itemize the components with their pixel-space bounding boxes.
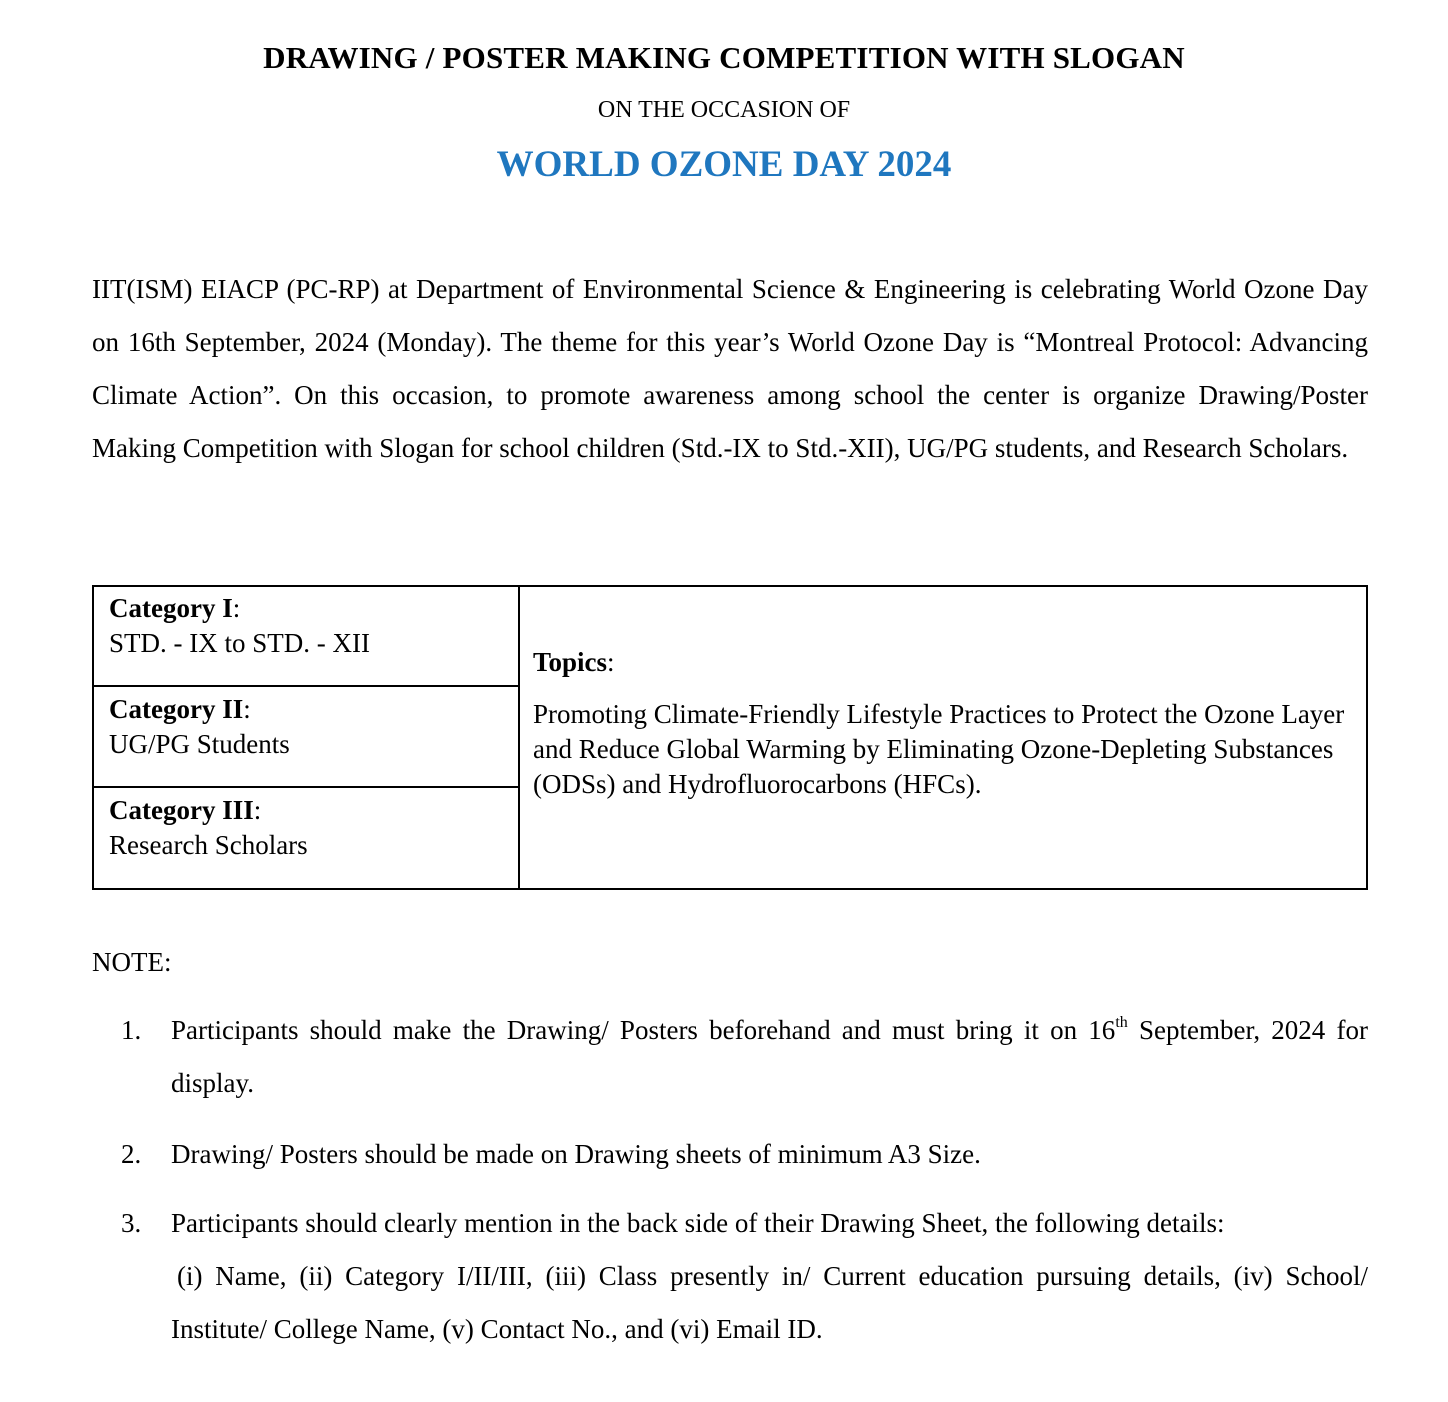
category-table bbox=[92, 585, 1368, 890]
topics-colon: : bbox=[607, 647, 615, 677]
note-text: Drawing/ Posters should be made on Drawing sheets of minimum A3 Size. bbox=[171, 1139, 981, 1169]
note-text bbox=[171, 1004, 1368, 1110]
category-description: UG/PG Students bbox=[109, 729, 290, 759]
topics-heading bbox=[533, 645, 615, 680]
category-cell-2 bbox=[94, 688, 518, 788]
intro-paragraph: IIT(ISM) EIACP (PC-RP) at Department of Environmental Science & Engineering is celebrating World Ozone Day on 16th September, 2024 (Monday). The theme for this year’s World Ozone Day is “Montreal Protocol: Advancing Climate Action”. On this occasion, to promote awareness among school the center is organize Drawing/Poster Making Competition with Slogan for school children (Std.-IX to Std.-XII), UG/PG students, and Research Scholars. bbox=[92, 274, 1368, 463]
topics-cell bbox=[520, 587, 1366, 888]
topics-text: Promoting Climate-Friendly Lifestyle Practices to Protect the Ozone Layer and Reduce Global Warming by Eliminating Ozone-Depleting Substances (ODSs) and Hydrofluorocarbons (HFCs). bbox=[533, 699, 1345, 799]
category-colon: : bbox=[232, 593, 241, 623]
note-number: 1. bbox=[121, 1015, 142, 1045]
category-title: Category III bbox=[109, 795, 254, 825]
category-cell-3 bbox=[94, 789, 518, 889]
ordinal-superscript: th bbox=[1115, 1014, 1128, 1031]
note-number: 3. bbox=[121, 1208, 142, 1238]
category-colon: : bbox=[243, 694, 251, 724]
topics-label: Topics bbox=[533, 647, 608, 677]
category-title: Category II bbox=[109, 694, 244, 724]
category-colon: : bbox=[253, 795, 262, 825]
document-subtitle: ON THE OCCASION OF bbox=[597, 97, 851, 123]
document-title: DRAWING / POSTER MAKING COMPETITION WITH SLOGAN bbox=[263, 40, 1185, 75]
category-cell-1 bbox=[94, 587, 518, 687]
note-heading: NOTE: bbox=[92, 947, 172, 977]
note-text-part: September, 2024 for display. bbox=[171, 1015, 1368, 1098]
event-title: WORLD OZONE DAY 2024 bbox=[496, 144, 952, 185]
note-text-line: Participants should clearly mention in the back side of their Drawing Sheet, the following details: bbox=[171, 1208, 1225, 1238]
note-number: 2. bbox=[121, 1139, 142, 1169]
category-title: Category I bbox=[109, 593, 233, 623]
category-description: STD. - IX to STD. - XII bbox=[109, 628, 370, 658]
note-text-part: Participants should make the Drawing/ Posters beforehand and must bring it on 16 bbox=[171, 1015, 1116, 1045]
category-column bbox=[94, 587, 520, 888]
note-text bbox=[171, 1197, 1368, 1356]
note-details-list: (i) Name, (ii) Category I/II/III, (iii) Class presently in/ Current education pursuing details, (iv) School/ Institute/ College Name, (v) Contact No., and (vi) Email ID. bbox=[171, 1261, 1368, 1344]
category-description: Research Scholars bbox=[109, 830, 308, 860]
